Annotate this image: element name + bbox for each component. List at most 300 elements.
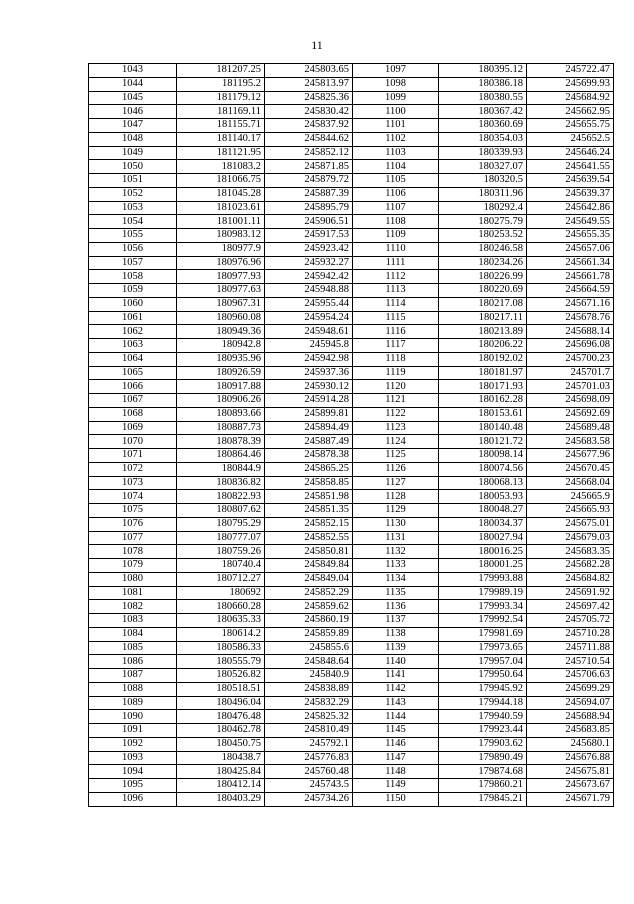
point-number-right-cell: 1124 (353, 435, 439, 449)
y-coordinate-right-cell: 245699.29 (527, 682, 614, 696)
x-coordinate-left-cell: 180660.28 (177, 600, 265, 614)
y-coordinate-right-cell: 245665.9 (527, 490, 614, 504)
x-coordinate-right-cell: 180001.25 (439, 559, 527, 573)
y-coordinate-left-cell: 245803.65 (265, 64, 353, 78)
y-coordinate-right-cell: 245642.86 (527, 201, 614, 215)
y-coordinate-right-cell: 245682.28 (527, 559, 614, 573)
y-coordinate-left-cell: 245932.27 (265, 256, 353, 270)
x-coordinate-left-cell: 180976.96 (177, 256, 265, 270)
point-number-right-cell: 1150 (353, 792, 439, 806)
x-coordinate-left-cell: 181045.28 (177, 187, 265, 201)
x-coordinate-right-cell: 180320.5 (439, 174, 527, 188)
table-row (89, 531, 614, 545)
x-coordinate-right-cell: 179940.59 (439, 710, 527, 724)
y-coordinate-right-cell: 245688.94 (527, 710, 614, 724)
y-coordinate-right-cell: 245698.09 (527, 394, 614, 408)
point-number-right-cell: 1115 (353, 311, 439, 325)
y-coordinate-left-cell: 245887.49 (265, 435, 353, 449)
point-number-right-cell: 1149 (353, 779, 439, 793)
y-coordinate-left-cell: 245849.84 (265, 559, 353, 573)
point-number-right-cell: 1116 (353, 325, 439, 339)
y-coordinate-right-cell: 245689.48 (527, 421, 614, 435)
x-coordinate-left-cell: 181066.75 (177, 174, 265, 188)
table-row (89, 352, 614, 366)
point-number-left-cell: 1093 (89, 751, 177, 765)
x-coordinate-left-cell: 181121.95 (177, 146, 265, 160)
table-row (89, 174, 614, 188)
point-number-left-cell: 1052 (89, 187, 177, 201)
point-number-left-cell: 1047 (89, 119, 177, 133)
point-number-left-cell: 1079 (89, 559, 177, 573)
x-coordinate-left-cell: 180712.27 (177, 572, 265, 586)
table-row (89, 394, 614, 408)
point-number-right-cell: 1101 (353, 119, 439, 133)
point-number-left-cell: 1067 (89, 394, 177, 408)
x-coordinate-right-cell: 179945.92 (439, 682, 527, 696)
point-number-left-cell: 1084 (89, 627, 177, 641)
point-number-right-cell: 1108 (353, 215, 439, 229)
x-coordinate-right-cell: 180327.07 (439, 160, 527, 174)
x-coordinate-right-cell: 180360.69 (439, 119, 527, 133)
point-number-left-cell: 1062 (89, 325, 177, 339)
point-number-left-cell: 1091 (89, 724, 177, 738)
y-coordinate-right-cell: 245668.04 (527, 476, 614, 490)
x-coordinate-right-cell: 179845.21 (439, 792, 527, 806)
y-coordinate-left-cell: 245734.26 (265, 792, 353, 806)
coordinates-table (88, 63, 614, 807)
x-coordinate-left-cell: 181207.25 (177, 64, 265, 78)
x-coordinate-right-cell: 179923.44 (439, 724, 527, 738)
page-number: 11 (311, 38, 323, 52)
point-number-left-cell: 1044 (89, 77, 177, 91)
y-coordinate-right-cell: 245706.63 (527, 669, 614, 683)
point-number-left-cell: 1072 (89, 462, 177, 476)
x-coordinate-left-cell: 180977.93 (177, 270, 265, 284)
y-coordinate-left-cell: 245948.61 (265, 325, 353, 339)
table-row (89, 146, 614, 160)
point-number-left-cell: 1057 (89, 256, 177, 270)
x-coordinate-left-cell: 180917.88 (177, 380, 265, 394)
table-row (89, 641, 614, 655)
point-number-right-cell: 1118 (353, 352, 439, 366)
x-coordinate-right-cell: 180016.25 (439, 545, 527, 559)
table-row (89, 91, 614, 105)
y-coordinate-right-cell: 245722.47 (527, 64, 614, 78)
point-number-left-cell: 1087 (89, 669, 177, 683)
x-coordinate-left-cell: 180759.26 (177, 545, 265, 559)
x-coordinate-left-cell: 181179.12 (177, 91, 265, 105)
table-row (89, 297, 614, 311)
y-coordinate-left-cell: 245859.89 (265, 627, 353, 641)
y-coordinate-right-cell: 245701.7 (527, 366, 614, 380)
point-number-right-cell: 1141 (353, 669, 439, 683)
table-row (89, 614, 614, 628)
table-row (89, 490, 614, 504)
y-coordinate-right-cell: 245673.67 (527, 779, 614, 793)
point-number-right-cell: 1097 (353, 64, 439, 78)
x-coordinate-left-cell: 180740.4 (177, 559, 265, 573)
point-number-left-cell: 1068 (89, 407, 177, 421)
x-coordinate-left-cell: 180438.7 (177, 751, 265, 765)
point-number-left-cell: 1071 (89, 449, 177, 463)
table-row (89, 242, 614, 256)
x-coordinate-right-cell: 180181.97 (439, 366, 527, 380)
x-coordinate-right-cell: 180213.89 (439, 325, 527, 339)
point-number-right-cell: 1148 (353, 765, 439, 779)
y-coordinate-left-cell: 245923.42 (265, 242, 353, 256)
y-coordinate-left-cell: 245852.55 (265, 531, 353, 545)
y-coordinate-left-cell: 245852.12 (265, 146, 353, 160)
x-coordinate-left-cell: 180983.12 (177, 229, 265, 243)
table-row (89, 119, 614, 133)
table-row (89, 366, 614, 380)
point-number-left-cell: 1066 (89, 380, 177, 394)
y-coordinate-left-cell: 245810.49 (265, 724, 353, 738)
point-number-right-cell: 1100 (353, 105, 439, 119)
y-coordinate-left-cell: 245955.44 (265, 297, 353, 311)
x-coordinate-right-cell: 179989.19 (439, 586, 527, 600)
point-number-left-cell: 1049 (89, 146, 177, 160)
point-number-left-cell: 1075 (89, 504, 177, 518)
y-coordinate-left-cell: 245906.51 (265, 215, 353, 229)
y-coordinate-right-cell: 245641.55 (527, 160, 614, 174)
point-number-left-cell: 1064 (89, 352, 177, 366)
x-coordinate-left-cell: 180518.51 (177, 682, 265, 696)
y-coordinate-left-cell: 245743.5 (265, 779, 353, 793)
x-coordinate-right-cell: 180395.12 (439, 64, 527, 78)
y-coordinate-right-cell: 245655.75 (527, 119, 614, 133)
y-coordinate-right-cell: 245701.03 (527, 380, 614, 394)
point-number-right-cell: 1134 (353, 572, 439, 586)
x-coordinate-left-cell: 180977.63 (177, 284, 265, 298)
x-coordinate-right-cell: 180140.48 (439, 421, 527, 435)
x-coordinate-right-cell: 180068.13 (439, 476, 527, 490)
table-row (89, 669, 614, 683)
x-coordinate-left-cell: 180949.36 (177, 325, 265, 339)
table-row (89, 284, 614, 298)
y-coordinate-right-cell: 245696.08 (527, 339, 614, 353)
table-row (89, 696, 614, 710)
y-coordinate-right-cell: 245657.06 (527, 242, 614, 256)
y-coordinate-right-cell: 245679.03 (527, 531, 614, 545)
x-coordinate-right-cell: 180074.56 (439, 462, 527, 476)
x-coordinate-left-cell: 180807.62 (177, 504, 265, 518)
point-number-right-cell: 1119 (353, 366, 439, 380)
table-row (89, 339, 614, 353)
point-number-right-cell: 1127 (353, 476, 439, 490)
y-coordinate-right-cell: 245670.45 (527, 462, 614, 476)
point-number-left-cell: 1080 (89, 572, 177, 586)
x-coordinate-left-cell: 180893.66 (177, 407, 265, 421)
y-coordinate-left-cell: 245954.24 (265, 311, 353, 325)
y-coordinate-right-cell: 245639.37 (527, 187, 614, 201)
y-coordinate-left-cell: 245851.98 (265, 490, 353, 504)
y-coordinate-right-cell: 245697.42 (527, 600, 614, 614)
point-number-left-cell: 1081 (89, 586, 177, 600)
point-number-right-cell: 1131 (353, 531, 439, 545)
point-number-right-cell: 1129 (353, 504, 439, 518)
point-number-right-cell: 1138 (353, 627, 439, 641)
y-coordinate-right-cell: 245684.82 (527, 572, 614, 586)
table-row (89, 682, 614, 696)
point-number-left-cell: 1060 (89, 297, 177, 311)
x-coordinate-left-cell: 180450.75 (177, 737, 265, 751)
x-coordinate-left-cell: 181155.71 (177, 119, 265, 133)
table-row (89, 724, 614, 738)
point-number-right-cell: 1122 (353, 407, 439, 421)
point-number-left-cell: 1089 (89, 696, 177, 710)
y-coordinate-right-cell: 245661.78 (527, 270, 614, 284)
point-number-right-cell: 1143 (353, 696, 439, 710)
y-coordinate-right-cell: 245683.58 (527, 435, 614, 449)
x-coordinate-left-cell: 180864.46 (177, 449, 265, 463)
x-coordinate-right-cell: 180367.42 (439, 105, 527, 119)
y-coordinate-left-cell: 245825.32 (265, 710, 353, 724)
x-coordinate-left-cell: 180777.07 (177, 531, 265, 545)
y-coordinate-left-cell: 245813.97 (265, 77, 353, 91)
x-coordinate-right-cell: 180226.99 (439, 270, 527, 284)
x-coordinate-left-cell: 180496.04 (177, 696, 265, 710)
x-coordinate-right-cell: 180206.22 (439, 339, 527, 353)
point-number-left-cell: 1095 (89, 779, 177, 793)
x-coordinate-right-cell: 180098.14 (439, 449, 527, 463)
table-row (89, 380, 614, 394)
point-number-left-cell: 1094 (89, 765, 177, 779)
y-coordinate-right-cell: 245711.88 (527, 641, 614, 655)
point-number-right-cell: 1113 (353, 284, 439, 298)
y-coordinate-right-cell: 245675.81 (527, 765, 614, 779)
point-number-left-cell: 1059 (89, 284, 177, 298)
point-number-left-cell: 1046 (89, 105, 177, 119)
point-number-right-cell: 1107 (353, 201, 439, 215)
y-coordinate-left-cell: 245844.62 (265, 132, 353, 146)
x-coordinate-right-cell: 179860.21 (439, 779, 527, 793)
table-row (89, 421, 614, 435)
y-coordinate-right-cell: 245680.1 (527, 737, 614, 751)
point-number-left-cell: 1054 (89, 215, 177, 229)
point-number-right-cell: 1121 (353, 394, 439, 408)
x-coordinate-left-cell: 180844.9 (177, 462, 265, 476)
coordinates-table-body (89, 64, 614, 807)
table-row (89, 517, 614, 531)
table-row (89, 751, 614, 765)
point-number-left-cell: 1048 (89, 132, 177, 146)
x-coordinate-left-cell: 180836.82 (177, 476, 265, 490)
y-coordinate-left-cell: 245832.29 (265, 696, 353, 710)
y-coordinate-right-cell: 245665.93 (527, 504, 614, 518)
point-number-right-cell: 1128 (353, 490, 439, 504)
x-coordinate-left-cell: 180526.82 (177, 669, 265, 683)
point-number-left-cell: 1083 (89, 614, 177, 628)
x-coordinate-right-cell: 180253.52 (439, 229, 527, 243)
y-coordinate-left-cell: 245792.1 (265, 737, 353, 751)
table-row (89, 77, 614, 91)
point-number-right-cell: 1110 (353, 242, 439, 256)
x-coordinate-left-cell: 180425.84 (177, 765, 265, 779)
x-coordinate-left-cell: 180412.14 (177, 779, 265, 793)
point-number-left-cell: 1090 (89, 710, 177, 724)
point-number-right-cell: 1144 (353, 710, 439, 724)
y-coordinate-right-cell: 245664.59 (527, 284, 614, 298)
x-coordinate-left-cell: 181023.61 (177, 201, 265, 215)
table-row (89, 559, 614, 573)
point-number-right-cell: 1146 (353, 737, 439, 751)
x-coordinate-right-cell: 180153.61 (439, 407, 527, 421)
y-coordinate-left-cell: 245776.83 (265, 751, 353, 765)
x-coordinate-right-cell: 180027.94 (439, 531, 527, 545)
x-coordinate-left-cell: 180795.29 (177, 517, 265, 531)
x-coordinate-left-cell: 180822.93 (177, 490, 265, 504)
y-coordinate-left-cell: 245865.25 (265, 462, 353, 476)
y-coordinate-left-cell: 245859.62 (265, 600, 353, 614)
point-number-left-cell: 1074 (89, 490, 177, 504)
x-coordinate-right-cell: 180053.93 (439, 490, 527, 504)
table-row (89, 545, 614, 559)
y-coordinate-right-cell: 245691.92 (527, 586, 614, 600)
point-number-left-cell: 1056 (89, 242, 177, 256)
x-coordinate-right-cell: 180162.28 (439, 394, 527, 408)
y-coordinate-left-cell: 245852.15 (265, 517, 353, 531)
point-number-left-cell: 1092 (89, 737, 177, 751)
point-number-right-cell: 1112 (353, 270, 439, 284)
point-number-right-cell: 1142 (353, 682, 439, 696)
x-coordinate-left-cell: 181169.11 (177, 105, 265, 119)
y-coordinate-left-cell: 245837.92 (265, 119, 353, 133)
y-coordinate-right-cell: 245699.93 (527, 77, 614, 91)
table-row (89, 710, 614, 724)
y-coordinate-left-cell: 245871.85 (265, 160, 353, 174)
x-coordinate-right-cell: 179950.64 (439, 669, 527, 683)
x-coordinate-right-cell: 180311.96 (439, 187, 527, 201)
table-row (89, 187, 614, 201)
x-coordinate-left-cell: 181083.2 (177, 160, 265, 174)
point-number-right-cell: 1130 (353, 517, 439, 531)
y-coordinate-left-cell: 245914.28 (265, 394, 353, 408)
table-row (89, 325, 614, 339)
y-coordinate-left-cell: 245894.49 (265, 421, 353, 435)
y-coordinate-right-cell: 245639.54 (527, 174, 614, 188)
point-number-right-cell: 1106 (353, 187, 439, 201)
point-number-left-cell: 1082 (89, 600, 177, 614)
table-row (89, 627, 614, 641)
y-coordinate-right-cell: 245655.35 (527, 229, 614, 243)
x-coordinate-right-cell: 179992.54 (439, 614, 527, 628)
y-coordinate-right-cell: 245684.92 (527, 91, 614, 105)
x-coordinate-left-cell: 181195.2 (177, 77, 265, 91)
point-number-right-cell: 1105 (353, 174, 439, 188)
point-number-right-cell: 1147 (353, 751, 439, 765)
y-coordinate-right-cell: 245652.5 (527, 132, 614, 146)
x-coordinate-right-cell: 180339.93 (439, 146, 527, 160)
point-number-left-cell: 1058 (89, 270, 177, 284)
y-coordinate-left-cell: 245760.48 (265, 765, 353, 779)
x-coordinate-left-cell: 181001.11 (177, 215, 265, 229)
x-coordinate-right-cell: 180354.03 (439, 132, 527, 146)
y-coordinate-left-cell: 245840.9 (265, 669, 353, 683)
table-row (89, 229, 614, 243)
table-row (89, 407, 614, 421)
x-coordinate-left-cell: 180878.39 (177, 435, 265, 449)
y-coordinate-left-cell: 245887.39 (265, 187, 353, 201)
y-coordinate-right-cell: 245677.96 (527, 449, 614, 463)
point-number-right-cell: 1145 (353, 724, 439, 738)
y-coordinate-left-cell: 245849.04 (265, 572, 353, 586)
y-coordinate-right-cell: 245688.14 (527, 325, 614, 339)
table-row (89, 270, 614, 284)
point-number-right-cell: 1132 (353, 545, 439, 559)
y-coordinate-right-cell: 245705.72 (527, 614, 614, 628)
y-coordinate-right-cell: 245662.95 (527, 105, 614, 119)
table-row (89, 600, 614, 614)
y-coordinate-left-cell: 245852.29 (265, 586, 353, 600)
y-coordinate-left-cell: 245860.19 (265, 614, 353, 628)
x-coordinate-right-cell: 180171.93 (439, 380, 527, 394)
x-coordinate-right-cell: 179890.49 (439, 751, 527, 765)
table-row (89, 655, 614, 669)
point-number-left-cell: 1070 (89, 435, 177, 449)
point-number-right-cell: 1136 (353, 600, 439, 614)
table-row (89, 462, 614, 476)
point-number-right-cell: 1114 (353, 297, 439, 311)
y-coordinate-right-cell: 245710.54 (527, 655, 614, 669)
x-coordinate-left-cell: 180635.33 (177, 614, 265, 628)
y-coordinate-right-cell: 245692.69 (527, 407, 614, 421)
table-row (89, 132, 614, 146)
point-number-left-cell: 1043 (89, 64, 177, 78)
table-row (89, 504, 614, 518)
table-row (89, 201, 614, 215)
x-coordinate-left-cell: 180977.9 (177, 242, 265, 256)
y-coordinate-right-cell: 245671.79 (527, 792, 614, 806)
y-coordinate-left-cell: 245825.36 (265, 91, 353, 105)
point-number-left-cell: 1053 (89, 201, 177, 215)
x-coordinate-left-cell: 180942.8 (177, 339, 265, 353)
point-number-right-cell: 1137 (353, 614, 439, 628)
y-coordinate-right-cell: 245649.55 (527, 215, 614, 229)
y-coordinate-right-cell: 245710.28 (527, 627, 614, 641)
x-coordinate-left-cell: 180906.26 (177, 394, 265, 408)
point-number-right-cell: 1117 (353, 339, 439, 353)
point-number-right-cell: 1126 (353, 462, 439, 476)
y-coordinate-right-cell: 245646.24 (527, 146, 614, 160)
point-number-right-cell: 1123 (353, 421, 439, 435)
x-coordinate-left-cell: 180960.08 (177, 311, 265, 325)
point-number-left-cell: 1088 (89, 682, 177, 696)
y-coordinate-right-cell: 245661.34 (527, 256, 614, 270)
point-number-right-cell: 1099 (353, 91, 439, 105)
y-coordinate-left-cell: 245948.88 (265, 284, 353, 298)
table-row (89, 256, 614, 270)
x-coordinate-left-cell: 180403.29 (177, 792, 265, 806)
point-number-left-cell: 1045 (89, 91, 177, 105)
x-coordinate-left-cell: 180586.33 (177, 641, 265, 655)
point-number-left-cell: 1063 (89, 339, 177, 353)
x-coordinate-left-cell: 180887.73 (177, 421, 265, 435)
x-coordinate-left-cell: 180476.48 (177, 710, 265, 724)
x-coordinate-right-cell: 179944.18 (439, 696, 527, 710)
y-coordinate-left-cell: 245879.72 (265, 174, 353, 188)
y-coordinate-left-cell: 245848.64 (265, 655, 353, 669)
table-row (89, 737, 614, 751)
point-number-left-cell: 1085 (89, 641, 177, 655)
x-coordinate-left-cell: 181140.17 (177, 132, 265, 146)
y-coordinate-left-cell: 245942.98 (265, 352, 353, 366)
x-coordinate-right-cell: 180246.58 (439, 242, 527, 256)
x-coordinate-right-cell: 180234.26 (439, 256, 527, 270)
x-coordinate-right-cell: 180217.08 (439, 297, 527, 311)
x-coordinate-right-cell: 179973.65 (439, 641, 527, 655)
x-coordinate-right-cell: 180275.79 (439, 215, 527, 229)
